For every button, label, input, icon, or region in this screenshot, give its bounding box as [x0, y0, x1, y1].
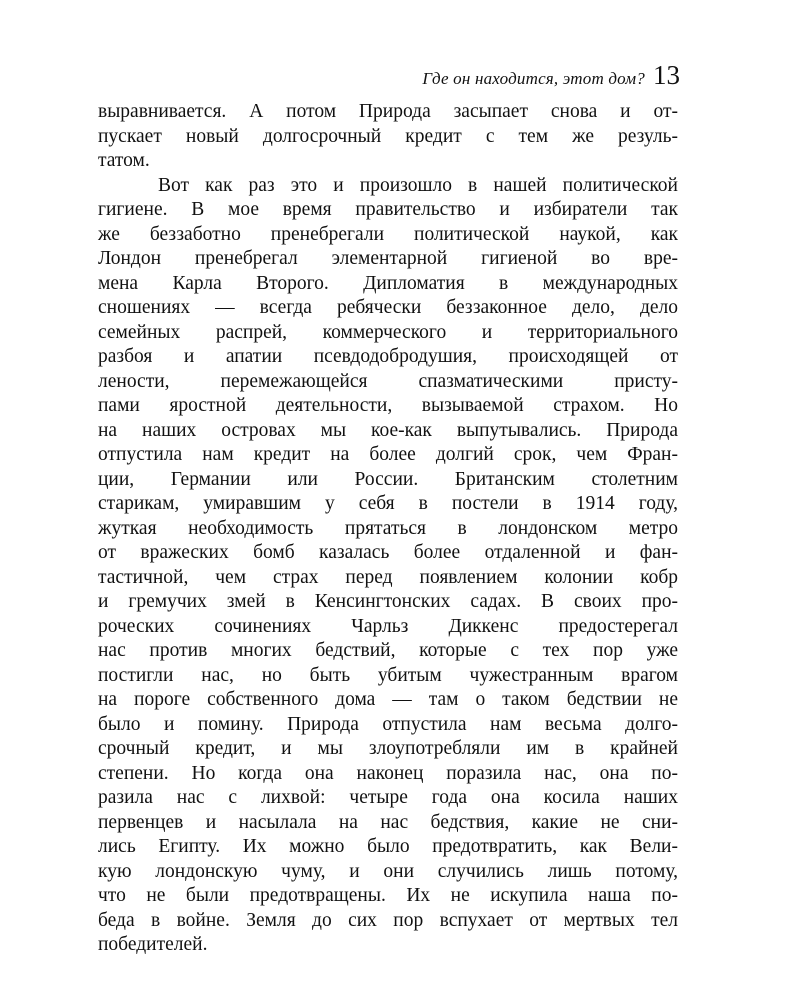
text-line: Вот как раз это и произошло в нашей политической [158, 174, 678, 196]
running-title: Где он находится, этот дом? [422, 69, 645, 88]
text-line: пускает новый долгосрочный кредит с тем же резуль- [98, 125, 678, 147]
text-line: разила нас с лихвой: четыре года она косила наших [98, 787, 678, 808]
text-line: первенцев и насылала на нас бедствия, какие не сни- [98, 811, 678, 833]
text-line: разбоя и апатии псевдодобродушия, происходящей от [98, 346, 678, 367]
text-line: Лондон пренебрегал элементарной гигиеной во вре- [98, 248, 678, 269]
text-line: отпустила нам кредит на более долгий срок, чем Фран- [98, 444, 678, 465]
text-line: было и помину. Природа отпустила нам весьма долго- [98, 713, 678, 735]
text-line: кую лондонскую чуму, и они случились лишь потому, [98, 860, 678, 882]
text-line: же беззаботно пренебрегали политической наукой, как [98, 223, 678, 245]
text-line: постигли нас, но быть убитым чужестранным врагом [98, 664, 678, 686]
text-line: гигиене. В мое время правительство и избиратели так [98, 199, 678, 220]
text-line: старикам, умиравшим у себя в постели в 1914 году, [98, 493, 678, 514]
text-line: на пороге собственного дома — там о таком бедствии не [98, 689, 678, 710]
text-line: и гремучих змей в Кенсингтонских садах. В своих про- [98, 591, 678, 612]
text-line: нас против многих бедствий, которые с тех пор уже [98, 640, 678, 661]
text-line: степени. Но когда она наконец поразила нас, она по- [98, 762, 678, 784]
text-line: семейных распрей, коммерческого и территориального [98, 321, 678, 343]
text-line: на наших островах мы кое-как выпутывались. Природа [98, 419, 678, 441]
text-line: лености, перемежающейся спазматическими присту- [98, 370, 678, 392]
text-line: победителей. [98, 934, 208, 955]
running-head [100, 60, 680, 91]
text-line: лись Египту. Их можно было предотвратить, как Вели- [98, 836, 678, 857]
text-line: жуткая необходимость прятаться в лондонском метро [98, 517, 678, 539]
text-line: тастичной, чем страх перед появлением колонии кобр [98, 566, 678, 588]
text-line: роческих сочинениях Чарльз Диккенс предостерегал [98, 615, 678, 637]
text-line: пами яростной деятельности, вызываемой страхом. Но [98, 395, 678, 416]
text-line: татом. [98, 150, 150, 171]
body-text [98, 100, 678, 958]
text-line: от вражеских бомб казалась более отдаленной и фан- [98, 542, 678, 563]
text-line: мена Карла Второго. Дипломатия в международных [98, 272, 678, 294]
text-line: срочный кредит, и мы злоупотребляли им в крайней [98, 738, 678, 759]
text-line: ции, Германии или России. Британским столетним [98, 468, 678, 490]
text-line: беда в войне. Земля до сих пор вспухает от мертвых тел [98, 909, 678, 931]
text-line: что не были предотвращены. Их не искупила наша по- [98, 885, 678, 906]
text-line: сношениях — всегда ребячески беззаконное дело, дело [98, 297, 678, 318]
page-number: 13 [653, 60, 680, 90]
text-line: выравнивается. А потом Природа засыпает снова и от- [98, 101, 678, 122]
